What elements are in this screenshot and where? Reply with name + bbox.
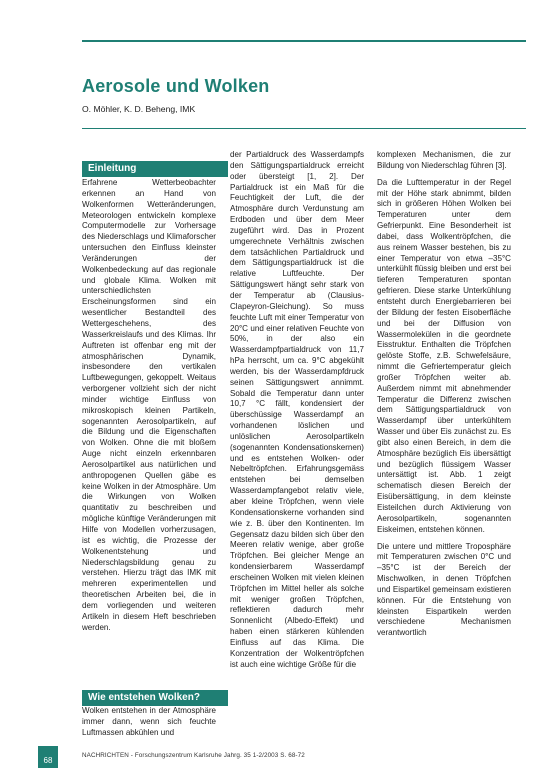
paragraph: komplexen Mechanismen, die zur Bildung von Niederschlag führen [3]. bbox=[377, 150, 511, 170]
column-2 bbox=[230, 150, 364, 677]
column-3 bbox=[377, 150, 511, 645]
paragraph: Erfahrene Wetterbeobachter erkennen an Hand von Wolkenformen Wetteränderungen, Meteorologen entwickeln komplexe Computermodelle zur Vorhersage des Niederschlags und Klimaforscher untersuchen den Einfluss kleinster Veränderungen der Wolkenbedeckung auf das regionale und globale Klima. Wolken mit unterschiedlichsten Erscheinungsformen sind ein wesentlicher Bestandteil des Wettergeschehens, des Wasserkreislaufs und des Klimas. Ihr Auftreten ist offenbar eng mit der atmosphärischen Dynamik, insbesondere den vertikalen Luftbewegungen, gekoppelt. Weitaus verborgener vollzieht sich der nicht minder wichtige Einfluss von mikroskopisch kleinen Partikeln, sogenannten Aerosolpartikeln, auf die Bildung und die Eigenschaften von Wolken. Ohne die mit bloßem Auge nicht einzeln erkennbaren Aerosolpartikel aus natürlichen und anthropogenen Quellen gäbe es keine Wolken in der Atmosphäre. Um die Wirkungen von Wolken quantitativ zu beschreiben und mögliche künftige Veränderungen mit Hilfe von Modellen vorherzusagen, ist es wichtig, die Prozesse der Wolkenentstehung und Niederschlagsbildung genau zu verstehen. Hierzu trägt das IMK mit mehreren experimentellen und theoretischen Arbeiten bei, die in dem vorliegenden und weiteren Artikeln in diesem Heft beschrieben werden. bbox=[82, 178, 216, 632]
section-heading-einleitung: Einleitung bbox=[82, 161, 228, 177]
article-title: Aerosole und Wolken bbox=[82, 76, 270, 96]
paragraph: der Partialdruck des Wasserdampfs den Sättigungspartialdruck erreicht oder übersteigt [1, 2]. Der Partialdruck ist ein Maß für die Feuchtigkeit der Luft, die der Atmosphäre durch Verdunstung am Erdboden und über dem Meer zugeführt wird. Das in Prozent umgerechnete Verhältnis zwischen dem tatsächlichen Partialdruck und dem Sättigungspartialdruck ist die relative Luftfeuchte. Der Sättigungswert hängt sehr stark von der Temperatur ab (Clausius-Clapeyron-Gleichung). So muss feuchte Luft mit einer Temperatur von 20°C und einer relativen Feuchte von 50%, in der also ein Wasserdampfpartialdruck von 11,7 hPa herrscht, um ca. 9°C abgekühlt werden, bis der Wasserdampfdruck seinen Sättigungswert annimmt. Sobald die Temperatur dann unter 10,7 °C fällt, kondensiert der überschüssige Wasserdampf an vorhandenen löslichen und unlöslichen Aerosolpartikeln (sogenannten Kondensationskernen) und es entstehen Wolken- oder Nebeltröpfchen. Erfahrungsgemäss entstehen bei demselben Wasserdampfangebot relativ viele, aber kleine Tröpfchen, wenn viele Kondensationskerne vorhanden sind wie z. B. über den Kontinenten. Im Gegensatz dazu bilden sich über den Meeren relativ wenige, aber große Tröpfchen. Bei gleicher Menge an kondensierbarem Wasserdampf erscheinen Wolken mit vielen kleinen Tröpfchen im Mittel heller als solche mit weniger großen Tröpfchen, reflektieren dadurch mehr Sonnenlicht (Albedo-Effekt) und haben einen stärkeren kühlenden Einfluss auf das Klima. Die Konzentration der Wolkentröpfchen ist auch eine wichtige Größe für die bbox=[230, 150, 364, 669]
authors: O. Möhler, K. D. Beheng, IMK bbox=[82, 104, 196, 114]
page-number: 68 bbox=[38, 746, 58, 768]
header-rule bbox=[82, 128, 526, 129]
paragraph: Wolken entstehen in der Atmosphäre immer dann, wenn sich feuchte Luftmassen abkühlen und bbox=[82, 706, 216, 737]
paragraph: Da die Lufttemperatur in der Regel mit der Höhe stark abnimmt, bilden sich in größeren Höhen Wolken bei Temperaturen unter dem Gefrierpunkt. Eine Besonderheit ist dabei, dass Wolkentröpfchen, die aus reinem Wasser bestehen, bis zu einer Temperatur von etwa –35°C unterkühlt flüssig bleiben und erst bei tieferen Temperaturen spontan gefrieren. Diese starke Unterkühlung entsteht durch Energiebarrieren bei der Bildung der festen Eisoberfläche und bei der Diffusion von Wassermolekülen in die geordnete Eisstruktur. Enthalten die Tröpfchen gelöste Stoffe, z.B. Schwefelsäure, nimmt die Gefriertemperatur gleich großer Tröpfchen weiter ab. Außerdem nimmt mit abnehmender Temperatur die Differenz zwischen dem Sättigungspartialdruck von Wasserdampf über unterkühltem Wasser und über Eis zunächst zu. Es gibt also einen Bereich, in dem die Atmosphäre bezüglich Eis übersättigt und bezüglich flüssigem Wasser untersättigt ist. Abb. 1 zeigt schematisch diesen Bereich der Eisübersättigung, in dem kleinste Eisteilchen durch Aktivierung von Aerosolpartikeln, sogenannten Eiskeimen, entstehen können. bbox=[377, 177, 511, 534]
journal-footer: NACHRICHTEN - Forschungszentrum Karlsruhe Jahrg. 35 1-2/2003 S. 68-72 bbox=[82, 752, 305, 759]
section-heading-wolken: Wie entstehen Wolken? bbox=[82, 690, 228, 706]
top-rule bbox=[82, 40, 526, 42]
paragraph: Die untere und mittlere Troposphäre mit Temperaturen zwischen 0°C und –35°C ist der Bereich der Mischwolken, in denen Tröpfchen und Eispartikel gemeinsam existieren können. Für die Entstehung von kleinsten Eispartikeln werden verschiedene Mechanismen verantwortlich bbox=[377, 541, 511, 638]
